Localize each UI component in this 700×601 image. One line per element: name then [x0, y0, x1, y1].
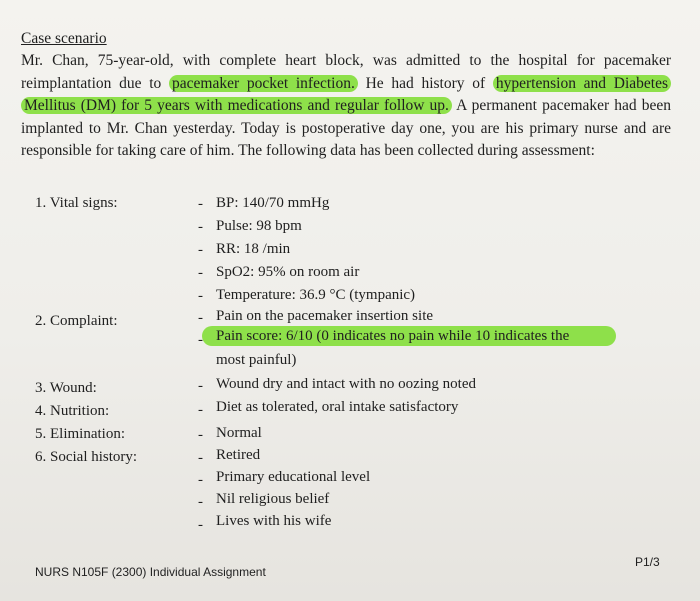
value-education: Primary educational level [216, 469, 371, 485]
bullet-dash: - [198, 517, 203, 533]
value-pulse: Pulse: 98 bpm [216, 218, 302, 234]
category-wound: 3. Wound: [35, 380, 97, 396]
bullet-dash: - [198, 378, 203, 394]
bullet-dash: - [198, 450, 203, 466]
bullet-dash: - [198, 242, 203, 258]
bullet-dash: - [198, 310, 203, 326]
bullet-dash: - [198, 196, 203, 212]
value-spo2: SpO2: 95% on room air [216, 264, 360, 280]
value-retired: Retired [216, 447, 261, 463]
bullet-dash: - [198, 265, 203, 281]
value-pain-site: Pain on the pacemaker insertion site [216, 308, 434, 324]
case-scenario-heading: Case scenario [21, 30, 107, 47]
highlight-history: hypertension and Diabetes Mellitus (DM) for 5 years with medications and regular follow up. [21, 75, 671, 115]
value-pain-score-cont: most painful) [216, 352, 297, 368]
bullet-dash: - [198, 219, 203, 235]
value-elimination: Normal [216, 425, 262, 441]
bullet-dash: - [198, 427, 203, 443]
paragraph-text: A permanent pacemaker had been implanted to Mr. Chan yesterday. Today is postoperative day one, you are his primary nurse and are responsible for taking care of him. The following data has been collected during assessment: [21, 97, 672, 159]
case-scenario-paragraph [21, 50, 671, 163]
value-wound: Wound dry and intact with no oozing noted [216, 376, 476, 392]
bullet-dash: - [198, 494, 203, 510]
bullet-dash: - [198, 472, 203, 488]
highlight-infection: pacemaker pocket infection. [169, 75, 358, 92]
value-temperature: Temperature: 36.9 °C (tympanic) [216, 287, 416, 303]
category-nutrition: 4. Nutrition: [35, 403, 110, 419]
paragraph-text: He had history of [357, 74, 493, 92]
category-elimination: 5. Elimination: [35, 426, 125, 442]
page-number: P1/3 [635, 555, 660, 569]
value-bp: BP: 140/70 mmHg [216, 195, 330, 211]
bullet-dash: - [198, 402, 203, 418]
value-rr: RR: 18 /min [216, 241, 291, 257]
value-religion: Nil religious belief [216, 491, 330, 507]
bullet-dash: - [198, 288, 203, 304]
category-complaint: 2. Complaint: [35, 313, 118, 329]
value-living: Lives with his wife [216, 513, 332, 529]
paragraph-text: Mr. Chan, 75-year-old, with complete heart block, was admitted to the hospital for pacemaker reimplantation due to [21, 52, 671, 92]
value-pain-score: Pain score: 6/10 (0 indicates no pain while 10 indicates the [216, 328, 570, 344]
value-nutrition: Diet as tolerated, oral intake satisfactory [216, 399, 459, 415]
category-vital-signs: 1. Vital signs: [35, 195, 118, 211]
footer-course: NURS N105F (2300) Individual Assignment [35, 565, 266, 579]
category-social-history: 6. Social history: [35, 449, 138, 465]
bullet-dash: - [198, 332, 203, 348]
